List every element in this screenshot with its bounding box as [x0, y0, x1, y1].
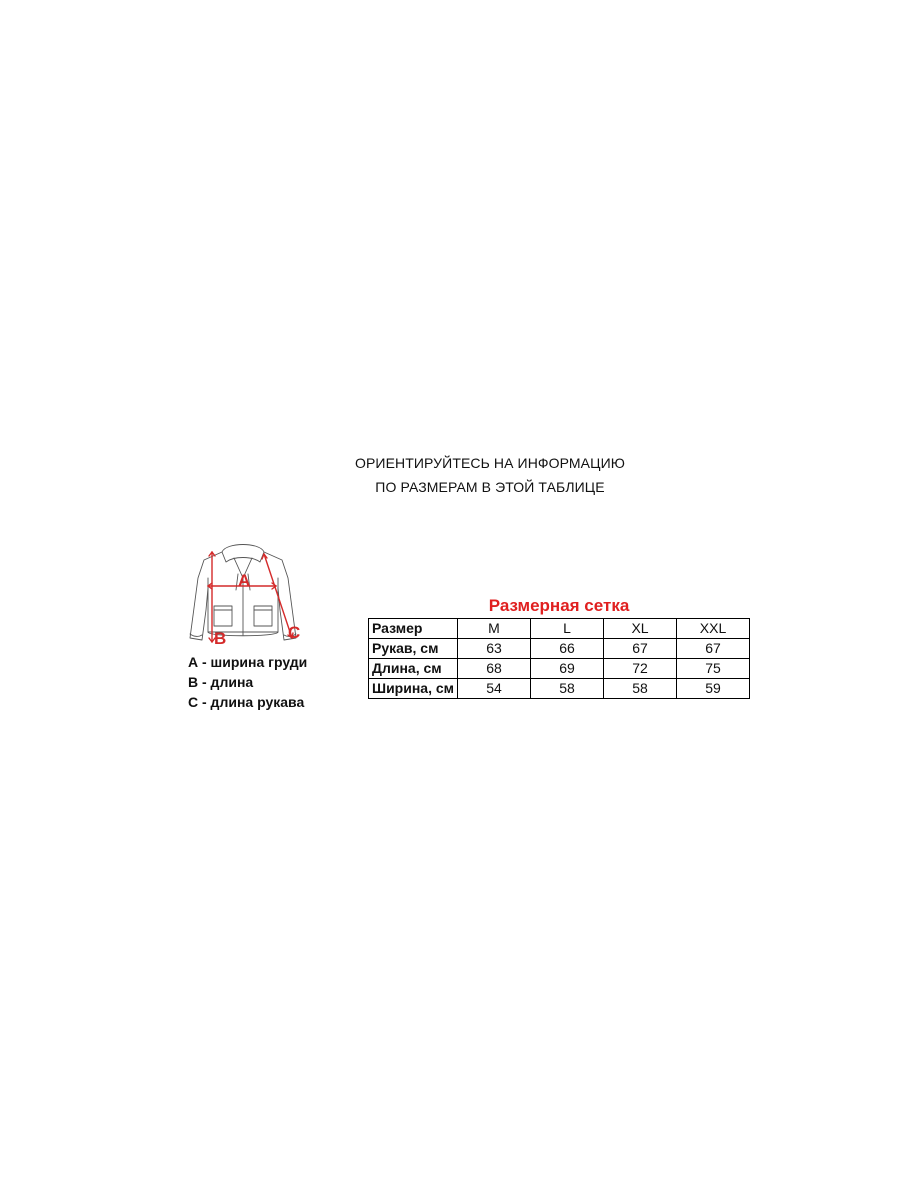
- label-c: C: [288, 623, 301, 642]
- header-size-xl: XL: [604, 619, 677, 639]
- label-b: B: [214, 629, 227, 648]
- table-cell: 58: [604, 679, 677, 699]
- table-cell: 75: [677, 659, 750, 679]
- table-cell: 59: [677, 679, 750, 699]
- table-cell: 68: [458, 659, 531, 679]
- label-a: A: [238, 571, 251, 590]
- header-size-l: L: [531, 619, 604, 639]
- table-header-row: [369, 619, 750, 639]
- header-size-m: M: [458, 619, 531, 639]
- table-cell: 67: [677, 639, 750, 659]
- row-label: Рукав, см: [369, 639, 458, 659]
- table-row-length: [369, 659, 750, 679]
- instruction-line-2: ПО РАЗМЕРАМ В ЭТОЙ ТАБЛИЦЕ: [375, 479, 605, 495]
- instruction-line-1: ОРИЕНТИРУЙТЕСЬ НА ИНФОРМАЦИЮ: [354, 455, 625, 471]
- table-cell: 58: [531, 679, 604, 699]
- header-size-xxl: XXL: [677, 619, 750, 639]
- legend-item-b: В - длина: [188, 674, 254, 690]
- table-cell: 63: [458, 639, 531, 659]
- jacket-outline: [190, 545, 296, 641]
- table-cell: 69: [531, 659, 604, 679]
- table-cell: 72: [604, 659, 677, 679]
- table-cell: 66: [531, 639, 604, 659]
- legend-item-c: С - длина рукава: [188, 694, 305, 710]
- instruction-text: [290, 451, 690, 499]
- size-chart-title: Размерная сетка: [488, 596, 630, 615]
- header-size-label: Размер: [369, 619, 458, 639]
- jacket-measurement-diagram: [168, 538, 318, 650]
- legend-item-a: А - ширина груди: [188, 654, 308, 670]
- table-row-width: [369, 679, 750, 699]
- row-label: Ширина, см: [369, 679, 458, 699]
- table-row-sleeve: [369, 639, 750, 659]
- table-cell: 54: [458, 679, 531, 699]
- table-cell: 67: [604, 639, 677, 659]
- size-chart-table: [368, 618, 750, 699]
- measurement-legend: [188, 652, 307, 712]
- row-label: Длина, см: [369, 659, 458, 679]
